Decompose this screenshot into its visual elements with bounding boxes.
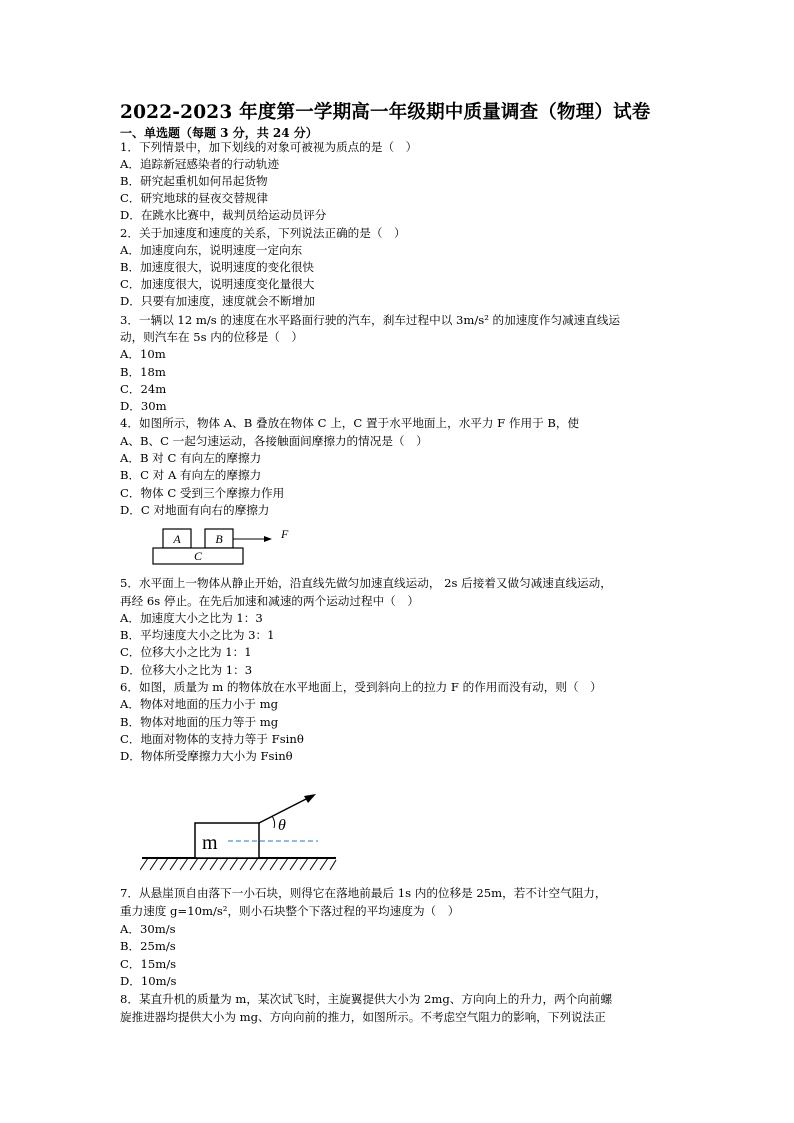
question-7-stem-cont: 重力速度 g=10m/s²，则小石块整个下落过程的平均速度为（ ）: [120, 904, 460, 918]
mass-label: m: [202, 832, 218, 854]
q7-option-c: C．15m/s: [120, 957, 177, 971]
q3-option-b: B．18m: [120, 365, 166, 379]
question-2-stem: 2．关于加速度和速度的关系，下列说法正确的是（ ）: [120, 226, 406, 240]
question-5-stem: 5．水平面上一物体从静止开始，沿直线先做匀加速直线运动， 2s 后接着又做匀减速直线运动，: [120, 576, 612, 590]
question-8-stem: 8．某直升机的质量为 m，某次试飞时，主旋翼提供大小为 2mg、方向向上的升力，两个向前螺: [120, 992, 613, 1006]
q1-option-c: C．研究地球的昼夜交替规律: [120, 191, 268, 205]
ground-hatching: [140, 858, 336, 870]
q1-option-a: A．追踪新冠感染者的行动轨迹: [120, 157, 280, 171]
q3-option-d: D．30m: [120, 399, 167, 413]
q4-option-a: A．B 对 C 有向左的摩擦力: [120, 451, 262, 465]
pull-force-arrowhead: [304, 794, 316, 803]
block-a-label: A: [173, 532, 181, 546]
force-label: F: [281, 527, 289, 541]
q3-option-a: A．10m: [120, 347, 166, 361]
q7-option-a: A．30m/s: [120, 922, 176, 936]
q5-option-b: B．平均速度大小之比为 3：1: [120, 628, 275, 642]
question-8-stem-cont: 旋推进器均提供大小为 mg、方向向前的推力，如图所示。不考虑空气阻力的影响，下列说法正: [120, 1010, 606, 1024]
question-6-stem: 6．如图，质量为 m 的物体放在水平地面上，受到斜向上的拉力 F 的作用而没有动，则（ ）: [120, 680, 602, 694]
question-3-stem: 3．一辆以 12 m/s 的速度在水平路面行驶的汽车，刹车过程中以 3m/s² 的加速度作匀减速直线运: [120, 313, 621, 327]
q6-option-b: B．物体对地面的压力等于 mg: [120, 715, 279, 729]
q6-option-d: D．物体所受摩擦力大小为 Fsinθ: [120, 749, 293, 763]
q3-option-c: C．24m: [120, 382, 167, 396]
q6-option-a: A．物体对地面的压力小于 mg: [120, 697, 279, 711]
angle-label: θ: [278, 817, 286, 834]
q1-option-d: D．在跳水比赛中，裁判员给运动员评分: [120, 208, 327, 222]
question-6-figure: [140, 788, 340, 874]
q4-option-c: C．物体 C 受到三个摩擦力作用: [120, 486, 285, 500]
question-4-stem: 4．如图所示，物体 A、B 叠放在物体 C 上，C 置于水平地面上，水平力 F 作用于 B，使: [120, 416, 580, 430]
question-5-stem-cont: 再经 6s 停止。在先后加速和减速的两个运动过程中（ ）: [120, 594, 419, 608]
q4-option-b: B．C 对 A 有向左的摩擦力: [120, 468, 262, 482]
question-4-stem-cont: A、B、C 一起匀速运动，各接触面间摩擦力的情况是（ ）: [120, 434, 428, 448]
q5-option-c: C．位移大小之比为 1：1: [120, 645, 252, 659]
q4-option-d: D．C 对地面有向右的摩擦力: [120, 503, 270, 517]
q2-option-c: C．加速度很大，说明速度变化量很大: [120, 277, 315, 291]
angle-arc: [272, 816, 275, 828]
q2-option-a: A．加速度向东，说明速度一定向东: [120, 243, 303, 257]
force-arrow-head: [264, 536, 272, 542]
section-heading: 一、单选题（每题 3 分，共 24 分）: [120, 126, 318, 140]
q6-option-c: C．地面对物体的支持力等于 Fsinθ: [120, 732, 304, 746]
question-4-figure: [148, 524, 308, 566]
block-c-label: C: [193, 549, 203, 563]
page-title: 2022-2023 年度第一学期高一年级期中质量调查（物理）试卷: [120, 102, 651, 123]
question-3-stem-cont: 动，则汽车在 5s 内的位移是（ ）: [120, 330, 304, 344]
q2-option-b: B．加速度很大，说明速度的变化很快: [120, 260, 315, 274]
q5-option-d: D．位移大小之比为 1：3: [120, 663, 253, 677]
q5-option-a: A．加速度大小之比为 1：3: [120, 611, 263, 625]
block-b-label: B: [215, 532, 223, 546]
q7-option-b: B．25m/s: [120, 939, 176, 953]
q2-option-d: D．只要有加速度，速度就会不断增加: [120, 294, 315, 308]
q1-option-b: B．研究起重机如何吊起货物: [120, 174, 268, 188]
question-7-stem: 7．从悬崖顶自由落下一小石块，则得它在落地前最后 1s 内的位移是 25m，若不计空气阻力，: [120, 886, 607, 900]
question-1-stem: 1．下列情景中，加下划线的对象可被视为质点的是（ ）: [120, 140, 418, 154]
q7-option-d: D．10m/s: [120, 974, 177, 988]
